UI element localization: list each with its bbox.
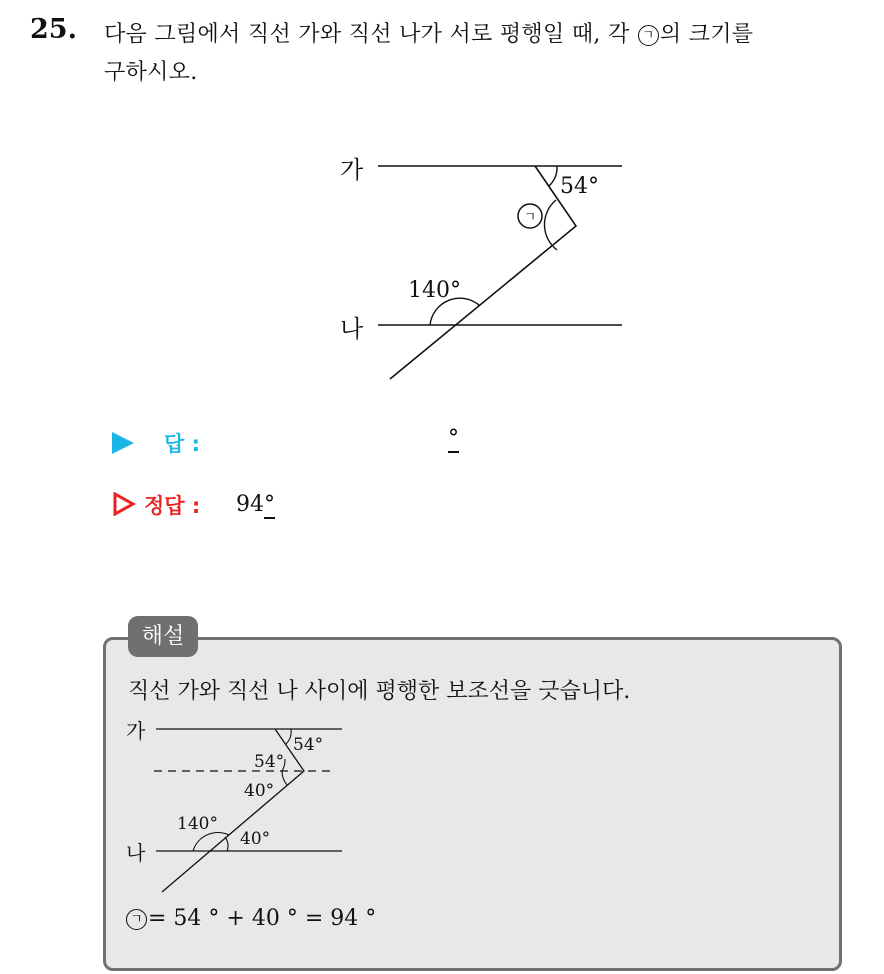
question-number: 25. (30, 14, 77, 45)
correct-label: 정답 : (144, 494, 201, 518)
correct-value: 94 (236, 492, 264, 517)
explanation-text: 직선 가와 직선 나 사이에 평행한 보조선을 긋습니다. (128, 679, 631, 704)
answer-row (112, 428, 200, 458)
exp-arc-40 (225, 837, 228, 851)
unknown-angle-label: ㄱ (523, 210, 537, 225)
correct-row (112, 490, 200, 520)
exp-arc-top (286, 729, 291, 744)
exp-angle-140: 140° (177, 814, 218, 834)
question-text-part2: 의 크기를 (659, 22, 754, 47)
outline-triangle-icon (112, 492, 136, 516)
label-ga: 가 (340, 156, 364, 184)
arc-54 (549, 166, 557, 186)
play-triangle-icon (112, 432, 134, 454)
explanation-figure (110, 712, 370, 902)
correct-unit: ° (264, 492, 275, 517)
correct-answer (236, 492, 275, 517)
angle-54-label: 54° (560, 174, 599, 199)
explanation-tag: 해설 (128, 616, 198, 657)
exp-arc-140 (193, 833, 229, 851)
main-figure (0, 0, 884, 420)
exp-label-ga: 가 (126, 719, 146, 743)
label-na: 나 (340, 315, 364, 343)
question-text-line2: 구하시오. (104, 60, 198, 85)
exp-angle-40: 40° (240, 829, 271, 849)
exp-angle-mid-upper: 54° (254, 752, 285, 772)
exp-label-na: 나 (126, 841, 146, 865)
exp-arc-mid-lower (282, 771, 287, 785)
formula-circle-label: ㄱ (126, 909, 147, 930)
exp-angle-top: 54° (293, 735, 324, 755)
angle-circle-label: ㄱ (638, 25, 659, 46)
exp-angle-mid-lower: 40° (244, 781, 275, 801)
answer-degree-unit: ° (448, 426, 459, 451)
answer-label: 답 : (164, 432, 200, 456)
answer-blank[interactable] (448, 426, 459, 451)
zigzag-line (390, 166, 576, 379)
angle-140-label: 140° (408, 278, 461, 303)
explanation-formula (125, 906, 376, 931)
question-text-part1: 다음 그림에서 직선 가와 직선 나가 서로 평행일 때, 각 (104, 22, 630, 47)
formula-text: = 54 ° + 40 ° = 94 ° (148, 906, 377, 931)
